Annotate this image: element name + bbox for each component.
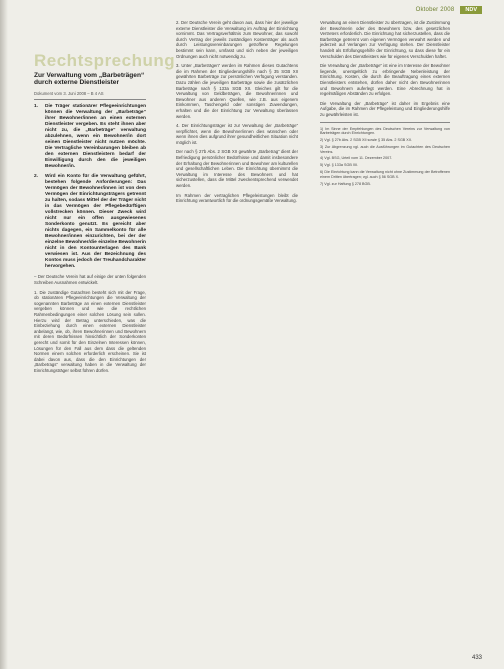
- body-paragraph: 4. Der Einrichtungsträger ist zur Verwaltung der „Barbeträge“ verpflichtet, wenn die Bewohner/innen dies wünschen oder wenn ihnen dies aufgrund ihrer gesundheitlichen Situation nicht möglich ist.: [176, 123, 298, 145]
- column-1: [34, 20, 176, 377]
- body-paragraph: 3. Unter „Barbeträgen“ werden im Rahmen dieses Gutachtens die im Rahmen der Eingliederungshilfe nach § 35 SGB XII gewährten Barbeträge zur persönlichen Verfügung verstanden. Dazu zählen die jeweiligen Barbeträge sowie die zusätzlichen Barbeträge nach § 133a SGB XII. Gleiches gilt für die Verwaltung von Geldbeträgen, die Bewohnerinnen und Bewohner aus anderen Quellen, wie z.B. aus eigenem Einkommen, Taschengeld oder sonstigen Zuwendungen, erhalten und die der Einrichtung zur Verwaltung überlassen werden.: [176, 63, 298, 119]
- header-date: Oktober 2008: [415, 7, 455, 13]
- body-paragraph: Der nach § 27b Abs. 2 SGB XII gewährte „Barbetrag“ dient der Befriedigung persönlicher Bedürfnisse und damit insbesondere der Erhaltung der Bewohnerinnen und Bewohner am kulturellen und gesellschaftlichen Leben. Die Einrichtung übernimmt die Verwaltung im Interesse des Bewohners und hat sicherzustellen, dass die Mittel zweckentsprechend verwendet werden.: [176, 149, 298, 189]
- footnote-separator: [320, 122, 450, 123]
- body-paragraph: – Der Deutsche Verein hat auf einige der unten folgenden Schreiben Ausnahmen entwickelt.: [34, 274, 146, 285]
- footnote: 3) Zur Abgrenzung vgl. auch die Ausführungen im Gutachten des Deutschen Vereins.: [320, 144, 450, 154]
- footnote: 7) Vgl. zur Haftung § 278 BGB.: [320, 181, 371, 186]
- point-text: Wird ein Konto für die Verwaltung geführt, bestehen folgende Anforderungen: Das Vermögen der Bewohner/innen ist von dem Vermögen der Einrichtungsträgers getrennt zu halten, sodass Mittel der der Träger nicht in das Vermögen der Pflegebedürftigen vollstrecken können. Dieser Zweck wird nicht nur ein offen ausgewiesenes Sonderkonto genutzt. Es gereicht aber nichts dagegen, ein Sammelkonto für alle Bewohner/innen einzurichten, bei der der einzelne Bewohner/die einzelne Bewohnerin nicht in den Kontounterlagen des Bank verwiesen ist. Aus der Bezeichnung des Kontos muss jedoch der Treuhandcharakter hervorgehen.: [45, 174, 146, 270]
- body-paragraph: Die Verwaltung der „Barbeträge“ ist daher im Ergebnis eine Aufgabe, die im Rahmen der Pflegeleistung und Eingliederungshilfe zu gewährleisten ist.: [320, 100, 450, 117]
- body-paragraph: Die Verwaltung der „Barbeträge“ ist eine im Interesse der Bewohner liegende, unentgeltlich zu erbringende Nebenleistung der Einrichtung. Kosten, die durch die Beauftragung eines externen Dienstleisters entstehen, dürfen daher nicht den Bewohnerinnen und Bewohnern auferlegt werden. Eine Abrechnung hat in regelmäßigen Abständen zu erfolgen.: [320, 63, 450, 97]
- page-number: 433: [471, 655, 482, 661]
- footnote: 2) Vgl. § 27b Abs. 2 SGB XII sowie § 35 Abs. 2 SGB XII.: [320, 138, 412, 143]
- guideline-point: [34, 104, 146, 170]
- section-rubric: Rechtsprechung: [34, 51, 176, 70]
- column-3: [320, 20, 450, 188]
- body-paragraph: Verwaltung an einen Dienstleister zu übertragen, ist die Zustimmung der Bewohnerin oder des Bewohners bzw. des gesetzlichen Vertreters erforderlich. Die Einrichtung hat sicherzustellen, dass die Barbeträge getrennt vom eigenen Vermögen verwahrt werden und jederzeit auf Verlangen zur Verfügung stehen. Der Dienstleister handelt als Erfüllungsgehilfe der Einrichtung, so dass diese für ein Verschulden des Dienstleisters wie für eigenes Verschulden haftet.: [320, 20, 450, 59]
- footnote: 4) Vgl. BSG, Urteil vom 11. Dezember 2007.: [320, 156, 393, 161]
- guideline-point: [34, 174, 146, 270]
- body-paragraph: 2. Der Deutsche Verein geht davon aus, dass hier der jeweilige externe Dienstleister die Verwaltung im Auftrag der Einrichtung vornimmt. Das Vertragsverhältnis zum Bewohner, das sowohl durch Vertrag der jeweils zuständigen Kostenträger als auch durch Leistungsvereinbarungen getroffene Regelungen bestimmt sein kann, umfasst und sich neben der jeweiligen Ordnungen auch nicht notwendig zu.: [176, 20, 298, 59]
- body-paragraph: Im Rahmen der vertraglichen Pflegeleistungen bleibt die Einrichtung verantwortlich für die ordnungsgemäße Verwaltung.: [176, 192, 298, 204]
- article-reference: Dokument vom 3. Juni 2008 – B 4 AS: [34, 91, 146, 101]
- page-fold-shadow: [0, 0, 8, 669]
- footnote: 6) Die Einrichtung kann die Verwaltung nicht ohne Zustimmung der Betroffenen einem Dritten übertragen; vgl. auch § 56 SGB X.: [320, 170, 450, 179]
- body-paragraph: 1. Die zuständige Gutachten besteht sich mit der Frage, ob stationären Pflegeeinrichtungen die Verwaltung der sogenannten Barbeträge an einen externen Dienstleister vergeben können und wie die rechtlichen Rahmenbedingungen einer solchen Lösung sein sollen. Hierzu wird der Betrag unterschieden, was die Einbeziehung durch einen externen Dienstleister anbelangt, wie, ob, ihren Bewohnerinnen und Bewohnern mit deren Bedürfnissen hinsichtlich der Sonderkonten gerecht und somit für den Einzelnen Interessen können, Lösungen für den Fall aus dem dass die geltenden Normen einem solchen erforderlich erscheinen. Sie ist dabei davon aus, dass die den Einrichtungen der „Barbetrags“ verwaltung haben in die Verwaltung der Einrichtungsträger selbst führen dürfen.: [34, 289, 146, 373]
- header-badge: NDV: [460, 6, 482, 14]
- point-number: 2.: [34, 174, 39, 180]
- column-2: [176, 20, 298, 208]
- article-title: Zur Verwaltung vom „Barbeträgen“ durch externe Dienstleister: [34, 71, 145, 87]
- footnote: 1) Im Sinne der Empfehlungen des Deutschen Vereins zur Verwaltung von Barbeträgen durch Einrichtungen.: [320, 126, 450, 136]
- page-header: [416, 6, 482, 14]
- point-number: 1.: [34, 104, 39, 110]
- footnote: 5) Vgl. § 133a SGB XII.: [320, 163, 359, 168]
- point-text: Die Träger stationärer Pflegeeinrichtungen können die Verwaltung der „Barbeträge“ ihrer Bewohner/innen an einen externen Dienstleister vergeben. Es steht ihnen aber nicht zu, die „Barbeträge“ verwaltung abzulehnen, wenn ein Bewohner/in dort seinen Dienstleister nicht nutzen möchte. Die Vertragliche Vereinbarungen bleiben ab den externen Dienstleistern bedarf der Einwilligung durch den die jeweiligen Bewohner/in.: [45, 104, 146, 170]
